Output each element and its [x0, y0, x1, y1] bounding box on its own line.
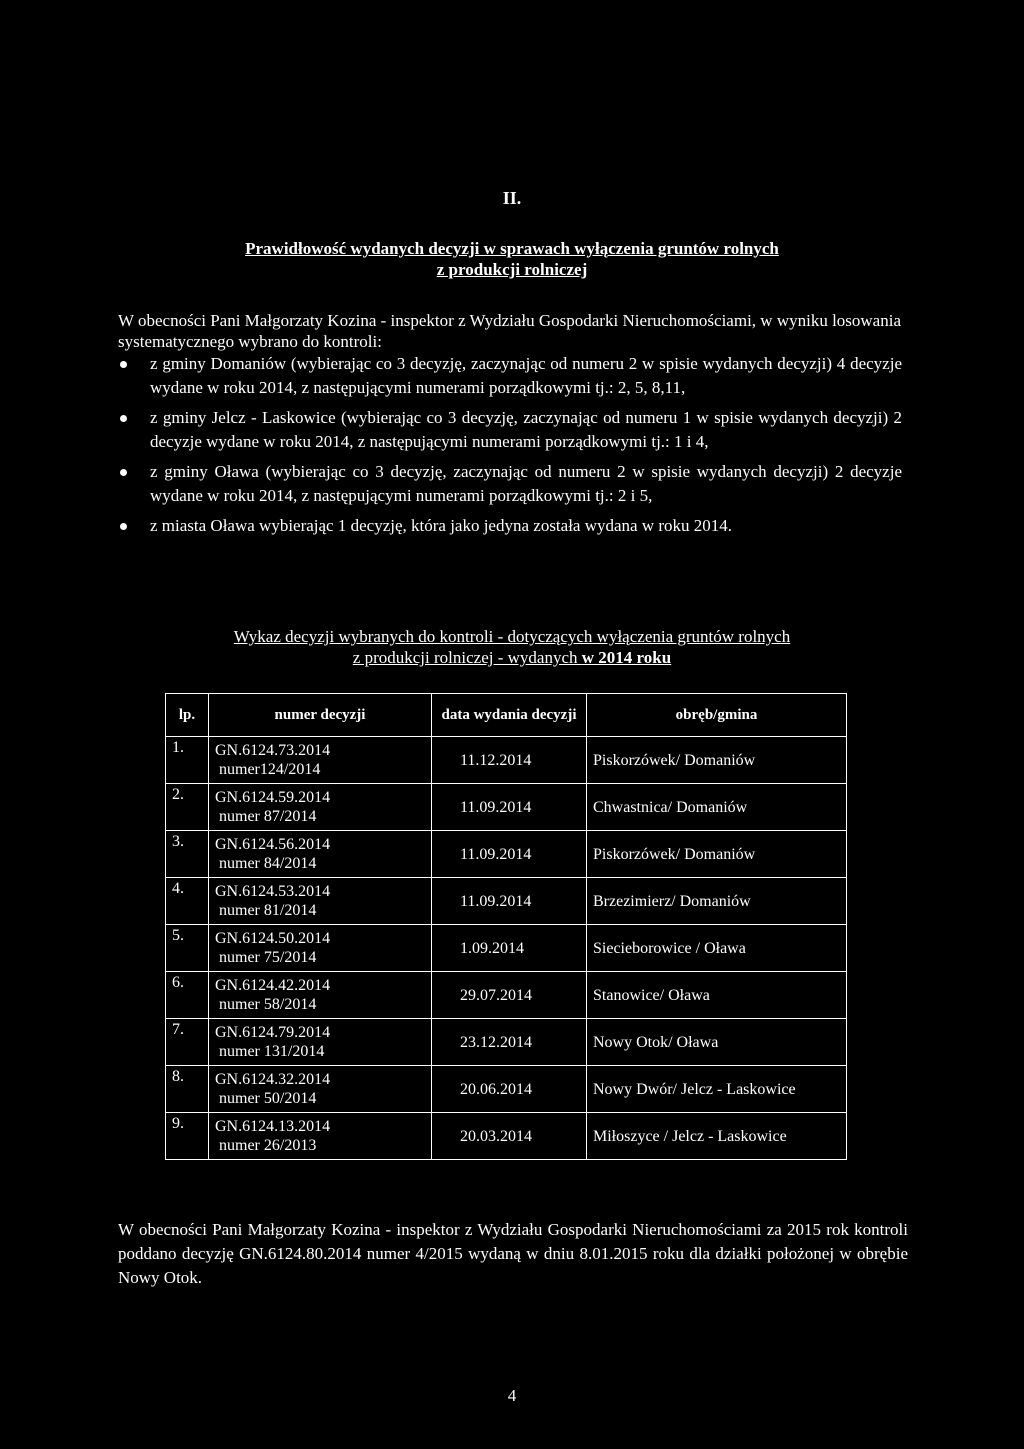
cell-decision-number — [209, 737, 432, 784]
list-item: z gminy Oława (wybierając co 3 decyzję, zaczynając od numeru 2 w spisie wydanych decyzji) 2 decyzje wydane w roku 2014, z następującymi numerami porządkowymi tj.: 2 i 5, — [150, 460, 902, 508]
decision-code: GN.6124.59.2014 — [215, 789, 331, 806]
cell-area: Chwastnica/ Domaniów — [587, 784, 847, 831]
cell-decision-number — [209, 972, 432, 1019]
cell-decision-number — [209, 784, 432, 831]
caption-line-2: z produkcji rolniczej - wydanych — [352, 648, 582, 667]
cell-area: Miłoszyce / Jelcz - Laskowice — [587, 1113, 847, 1160]
cell-date: 29.07.2014 — [432, 972, 587, 1019]
decision-code: GN.6124.13.2014 — [215, 1118, 331, 1135]
decision-number: numer 84/2014 — [219, 855, 317, 872]
closing-paragraph: W obecności Pani Małgorzaty Kozina - inspektor z Wydziału Gospodarki Nieruchomościami za 2015 rok kontroli poddano decyzję GN.6124.80.2014 numer 4/2015 wydaną w dniu 8.01.2015 roku dla działki położonej w obrębie Nowy Otok. — [118, 1220, 908, 1287]
header-date: data wydania decyzji — [432, 694, 587, 737]
page-number: 4 — [507, 1386, 517, 1405]
header-lp: lp. — [166, 694, 209, 737]
caption-line-1: Wykaz decyzji wybranych do kontroli - dotyczących wyłączenia gruntów rolnych — [233, 627, 791, 646]
title-line-2: z produkcji rolniczej — [436, 260, 588, 279]
cell-decision-number — [209, 925, 432, 972]
cell-date: 23.12.2014 — [432, 1019, 587, 1066]
table-header-row — [166, 694, 847, 737]
intro-paragraph: W obecności Pani Małgorzaty Kozina - inspektor z Wydziału Gospodarki Nieruchomościami, w wyniku losowania systematycznego wybrano do kontroli: — [118, 311, 901, 351]
table-row — [166, 1066, 847, 1113]
table-row — [166, 831, 847, 878]
cell-lp: 2. — [166, 784, 209, 831]
decision-code: GN.6124.50.2014 — [215, 930, 331, 947]
decision-code: GN.6124.42.2014 — [215, 977, 331, 994]
cell-area: Nowy Otok/ Oława — [587, 1019, 847, 1066]
decision-code: GN.6124.32.2014 — [215, 1071, 331, 1088]
cell-area: Piskorzówek/ Domaniów — [587, 737, 847, 784]
decision-number: numer 26/2013 — [219, 1137, 317, 1154]
table-row — [166, 972, 847, 1019]
table-caption — [130, 626, 894, 668]
list-item: z gminy Domaniów (wybierając co 3 decyzję, zaczynając od numeru 2 w spisie wydanych decyzji) 4 decyzje wydane w roku 2014, z następującymi numerami porządkowymi tj.: 2, 5, 8,11, — [150, 352, 902, 400]
cell-lp: 5. — [166, 925, 209, 972]
decision-code: GN.6124.79.2014 — [215, 1024, 331, 1041]
header-number: numer decyzji — [209, 694, 432, 737]
cell-decision-number — [209, 831, 432, 878]
cell-lp: 8. — [166, 1066, 209, 1113]
cell-decision-number — [209, 1019, 432, 1066]
cell-lp: 1. — [166, 737, 209, 784]
decision-number: numer 58/2014 — [219, 996, 317, 1013]
table-body — [166, 737, 847, 1160]
cell-date: 20.03.2014 — [432, 1113, 587, 1160]
table-row — [166, 878, 847, 925]
decisions-table — [165, 693, 847, 1160]
cell-area: Piskorzówek/ Domaniów — [587, 831, 847, 878]
cell-decision-number — [209, 878, 432, 925]
cell-date: 11.09.2014 — [432, 878, 587, 925]
decision-code: GN.6124.73.2014 — [215, 742, 331, 759]
decision-code: GN.6124.53.2014 — [215, 883, 331, 900]
decision-number: numer124/2014 — [219, 761, 321, 778]
list-item: z gminy Jelcz - Laskowice (wybierając co 3 decyzję, zaczynając od numeru 1 w spisie wydanych decyzji) 2 decyzje wydane w roku 2014, z następującymi numerami porządkowymi tj.: 1 i 4, — [150, 406, 902, 454]
cell-date: 20.06.2014 — [432, 1066, 587, 1113]
table-row — [166, 1019, 847, 1066]
cell-date: 11.09.2014 — [432, 784, 587, 831]
cell-area: Stanowice/ Oława — [587, 972, 847, 1019]
cell-date: 11.09.2014 — [432, 831, 587, 878]
cell-area: Siecieborowice / Oława — [587, 925, 847, 972]
cell-decision-number — [209, 1113, 432, 1160]
list-item: z miasta Oława wybierając 1 decyzję, która jako jedyna została wydana w roku 2014. — [150, 514, 902, 538]
header-area: obręb/gmina — [587, 694, 847, 737]
caption-year: w 2014 roku — [581, 648, 672, 667]
cell-lp: 6. — [166, 972, 209, 1019]
table-row — [166, 737, 847, 784]
decision-number: numer 131/2014 — [219, 1043, 325, 1060]
decision-number: numer 50/2014 — [219, 1090, 317, 1107]
cell-lp: 3. — [166, 831, 209, 878]
table-row — [166, 925, 847, 972]
cell-lp: 7. — [166, 1019, 209, 1066]
cell-area: Brzezimierz/ Domaniów — [587, 878, 847, 925]
decision-number: numer 75/2014 — [219, 949, 317, 966]
table-row — [166, 784, 847, 831]
cell-date: 11.12.2014 — [432, 737, 587, 784]
selection-list — [150, 352, 902, 544]
table-row — [166, 1113, 847, 1160]
cell-area: Nowy Dwór/ Jelcz - Laskowice — [587, 1066, 847, 1113]
document-title — [150, 238, 874, 280]
decision-number: numer 81/2014 — [219, 902, 317, 919]
cell-decision-number — [209, 1066, 432, 1113]
decision-code: GN.6124.56.2014 — [215, 836, 331, 853]
cell-lp: 9. — [166, 1113, 209, 1160]
section-number: II. — [502, 188, 522, 208]
cell-date: 1.09.2014 — [432, 925, 587, 972]
cell-lp: 4. — [166, 878, 209, 925]
title-line-1: Prawidłowość wydanych decyzji w sprawach wyłączenia gruntów rolnych — [245, 239, 779, 258]
decision-number: numer 87/2014 — [219, 808, 317, 825]
